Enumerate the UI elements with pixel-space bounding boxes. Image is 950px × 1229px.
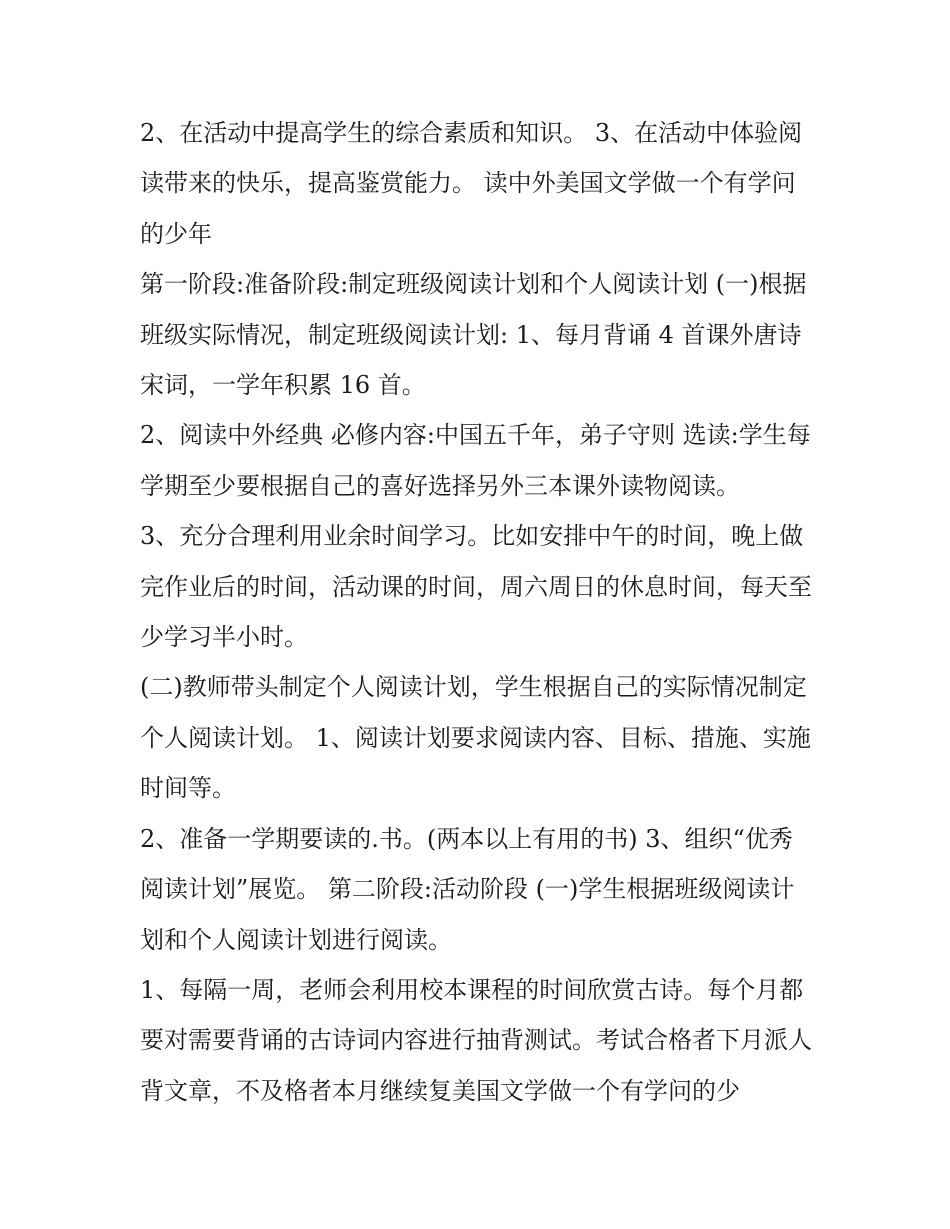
paragraph-2: 第一阶段:准备阶段:制定班级阅读计划和个人阅读计划 (一)根据班级实际情况，制定班级阅读计划: 1、每月背诵 4 首课外唐诗宋词，一学年积累 16 首。 [140,270,807,400]
paragraph-4: 3、充分合理利用业余时间学习。比如安排中午的时间，晚上做完作业后的时间，活动课的时间，周六周日的休息时间，每天至少学习半小时。 [140,522,812,652]
paragraph-1: 2、在活动中提高学生的综合素质和知识。 3、在活动中体验阅读带来的快乐，提高鉴赏能力。 读中外美国文学做一个有学问的少年 [140,119,803,248]
paragraph-5: (二)教师带头制定个人阅读计划，学生根据自己的实际情况制定个人阅读计划。 1、阅读计划要求阅读内容、目标、措施、实施时间等。 [140,673,811,803]
paragraph-3: 2、阅读中外经典 必修内容:中国五千年，弟子守则 选读:学生每学期至少要根据自己的喜好选择另外三本课外读物阅读。 [140,421,811,500]
paragraph-6: 2、准备一学期要读的.书。(两本以上有用的书) 3、组织“优秀阅读计划”展览。 第二阶段:活动阶段 (一)学生根据班级阅读计划和个人阅读计划进行阅读。 [140,824,795,954]
document-body [140,108,812,1116]
paragraph-7: 1、每隔一周，老师会利用校本课程的时间欣赏古诗。每个月都要对需要背诵的古诗词内容进行抽背测试。考试合格者下月派人背文章，不及格者本月继续复美国文学做一个有学问的少 [140,975,812,1105]
